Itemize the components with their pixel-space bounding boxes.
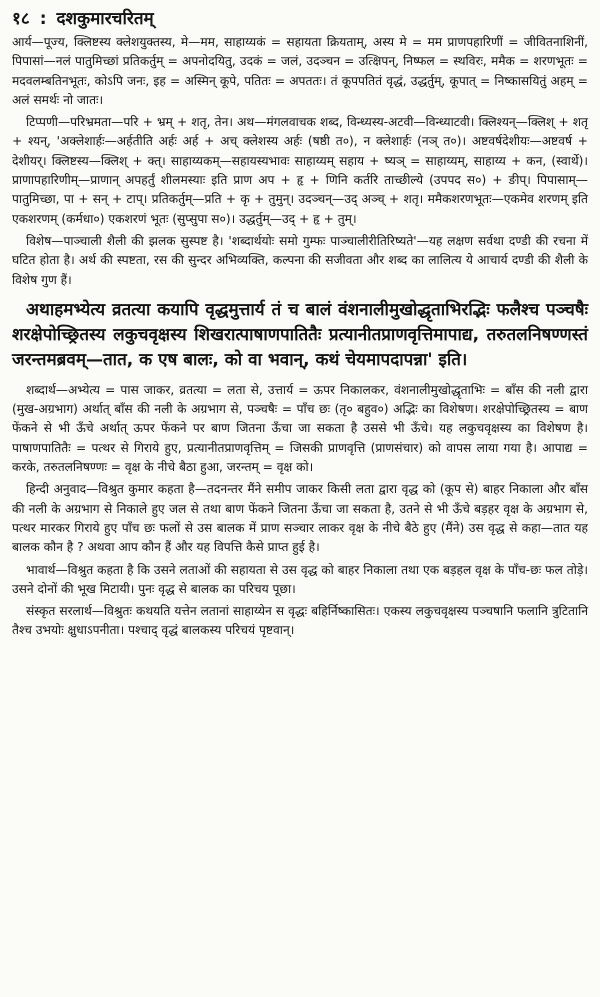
style-paragraph: विशेष—पाञ्चाली शैली की झलक सुस्पष्ट है। 'शब्दार्थयोः समो गुम्फः पाञ्चालीरीतिरिष्यते'—यह लक्षण सर्वथा दण्डी की रचना में घटित होता है। अर्थ की स्पष्टता, रस की सुन्दर अभिव्यक्ति, कल्पना की सजीवता और शब्द का लालित्य ये आचार्य दण्डी की शैली के विशेष गुण हैं। bbox=[12, 233, 588, 287]
sanskrit-summary-paragraph: संस्कृत सरलार्थ—विश्रुतः कथयति यत्तेन लतानां साहाय्येन स वृद्धः बहिर्निष्कासितः। एकस्य लकुचवृक्षस्य पञ्चषानि फलानि त्रुटितानि तैश्च उभयोः क्षुधाऽपनीता। पश्चाद् वृद्धं बालकस्य परिचयं पृष्टवान्। bbox=[12, 604, 588, 638]
verse-passage: अथाहमभ्येत्य व्रतत्या कयापि वृद्धमुत्तार्य तं च बालं वंशनालीमुखोद्धृताभिरद्भिः फलैश्च पञ्चषैः शरक्षेपोच्छ्रितस्य लकुचवृक्षस्य शिखरात्पाषाणपातितैः प्रत्यानीतप्राणवृत्तिमापाद्य, तरुतलनिषण्णस्तं जरन्तमब्रवम्—तात, क एष बालः, को वा भवान्, कथं चेयमापदापन्ना' इति। bbox=[12, 299, 588, 370]
page-header bbox=[12, 6, 588, 29]
word-meaning-paragraph: शब्दार्थ—अभ्येत्य = पास जाकर, व्रतत्या = लता से, उत्तार्य = ऊपर निकालकर, वंशनालीमुखोद्धृताभिः = बाँस की नली द्वारा (मुख-अग्रभाग) अर्थात् बाँस की नली के अग्रभाग से, पञ्चषैः = पाँच छः (तृ० बहुव०) अद्भिः का विशेषण। शरक्षेपोच्छ्रितस्य = बाण फेंकने से भी ऊँचे अर्थात् ऊपर फेंकने पर बाण जितना ऊँचा जा सकता है उससे भी ऊँचे। यह लकुचवृक्षस्य का विशेषण है। पाषाणपातितैः = पत्थर से गिराये हुए, प्रत्यानीतप्राणवृत्तिम् = जिसकी प्राणवृत्ति (प्राणसंचार) को वापस लाया गया है। आपाद्य = करके, तरुतलनिषण्णः = वृक्ष के नीचे बैठा हुआ, जरन्तम् = वृक्ष को। bbox=[12, 382, 588, 475]
book-title: दशकुमारचरितम् bbox=[56, 9, 154, 29]
meaning-paragraph: भावार्थ—विश्रुत कहता है कि उसने लताओं की सहायता से उस वृद्ध को बाहर निकाला तथा एक बड़हल वृक्ष के पाँच-छः फल तोड़े। उसने दोनों की भूख मिटायी। पुनः वृद्ध से बालक का परिचय पूछा। bbox=[12, 562, 588, 596]
hindi-translation-paragraph: हिन्दी अनुवाद—विश्रुत कुमार कहता है—तदनन्तर मैंने समीप जाकर किसी लता द्वारा वृद्ध को (कूप से) बाहर निकाला और बाँस की नली के अग्रभाग से निकाले हुए जल से तथा बाण फेंकने जितना ऊँचा जा सकता है, उतने से भी ऊँचे बड़हर वृक्ष के अग्रभाग से, पत्थर मारकर गिराये हुए पाँच छः फलों से उस बालक में प्राण सञ्चार लाकर वृक्ष के नीचे बैठे हुए (मैंने) उस वृद्ध से कहा—तात यह बालक कौन है ? अथवा आप कौन हैं और यह विपत्ति कैसे प्राप्त हुई है। bbox=[12, 482, 588, 555]
header-separator: : bbox=[39, 9, 47, 29]
page-number: १८ bbox=[12, 9, 30, 29]
gloss-paragraph: आर्य—पूज्य, क्लिष्टस्य क्लेशयुक्तस्य, मे—मम, साहाय्यकं = सहायता क्रियताम्, अस्य मे = मम प्राणपहारिणीं = जीवितनाशिनीं, पिपासां—नलं पातुमिच्छां प्रतिकर्तुम् = अपनोदयितु, उदकं = जलं, उदञ्चन = उत्क्षिपन्, निष्फल = स्थविरः, ममैक = शरणभूतः = मदवलम्बतिनभूतः, कोऽपि जनः, इह = अस्मिन् कूपे, पतितः = अपततः। तं कूपपतितं वृद्धं, उद्धर्तुम्, कूपात् = निष्कासयितुं अहम् = अलं समर्थः नो जातः। bbox=[12, 35, 588, 107]
notes-paragraph: टिप्पणी—परिभ्रमता—परि + भ्रम् + शतृ, तेन। अथ—मंगलवाचक शब्द, विन्ध्यस्य-अटवी—विन्ध्याटवी। क्लिश्यन्—क्लिश् + शतृ + श्यन्, 'अक्लेशार्हः—अर्हतीति अर्हः अर्ह + अच् क्लेशस्य अर्हः (षष्ठी त०), न क्लेशार्हः (नञ् त०)। अष्टवर्षदेशीयः—अष्टवर्ष + देशीयर्। क्लिष्टस्य—क्लिश् + क्त्। साहाय्यकम्—सहायस्यभावः साहाय्यम् सहाय + ष्यञ् = साहाय्यम्, साहाय्य + कन, (स्वार्थे)। प्राणापहारिणीम्—प्राणान् अपहर्तुं शीलमस्याः इति प्राण अप + हृ + णिनि कर्तरि ताच्छील्ये (उपपद स०) + ङीप्। पिपासाम्—पातुमिच्छा, पा + सन् + टाप्। प्रतिकर्तुम्—प्रति + कृ + तुमुन्। उदञ्चन्—उद् अञ्च् + शतृ। ममैकशरणभूतः—एकमेव शरणम् इति एकशरणम् (कर्मधा०) एकशरणं भूतः (सुप्सुपा स०)। उद्धर्तुम्—उद् + हृ + तुम्। bbox=[12, 115, 588, 226]
